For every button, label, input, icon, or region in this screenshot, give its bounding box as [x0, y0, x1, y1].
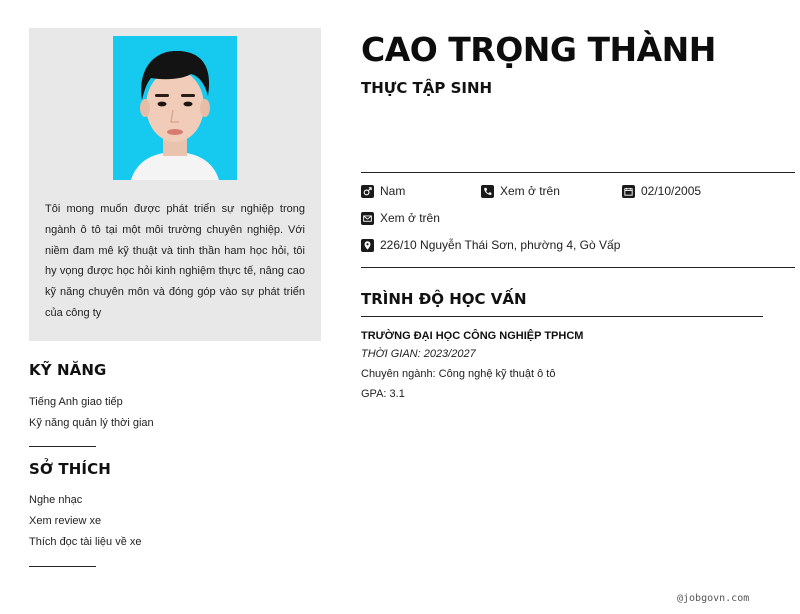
skills-divider — [29, 446, 96, 447]
email-value: Xem ở trên — [380, 211, 440, 225]
address-info — [361, 238, 620, 252]
watermark: @jobgovn.com — [677, 593, 750, 604]
career-objective: Tôi mong muốn được phát triển sự nghiệp trong ngành ô tô tại một môi trường chuyên nghiệp. Với niềm đam mê kỹ thuật và tinh thần ham học hỏi, tôi hy vọng được học hỏi kinh nghiệm thực tế, nâng cao kỹ năng chuyên môn và đóng góp vào sự phát triển của công ty — [45, 203, 305, 319]
phone-value: Xem ở trên — [500, 184, 560, 198]
education-time: THỜI GIAN: 2023/2027 — [361, 348, 476, 360]
education-title: TRÌNH ĐỘ HỌC VẤN — [361, 290, 527, 308]
skill-item: Kỹ năng quản lý thời gian — [29, 417, 154, 429]
skills-title: KỸ NĂNG — [29, 361, 107, 379]
hobby-item: Nghe nhạc — [29, 494, 83, 506]
profile-panel — [29, 28, 321, 341]
phone-icon — [481, 185, 494, 198]
education-major: Chuyên ngành: Công nghệ kỹ thuật ô tô — [361, 368, 556, 380]
avatar-illustration — [113, 36, 237, 180]
contact-top-divider — [361, 172, 795, 173]
hobbies-divider — [29, 566, 96, 567]
gender-info — [361, 184, 405, 198]
address-value: 226/10 Nguyễn Thái Sơn, phường 4, Gò Vấp — [380, 238, 621, 252]
calendar-icon — [622, 185, 635, 198]
birthday-info — [622, 184, 701, 198]
email-icon — [361, 212, 374, 225]
candidate-name: CAO TRỌNG THÀNH — [361, 30, 716, 69]
avatar — [113, 36, 237, 180]
birthday-value: 02/10/2005 — [641, 184, 702, 198]
hobbies-title: SỞ THÍCH — [29, 460, 111, 478]
email-info — [361, 211, 440, 225]
hobby-item: Xem review xe — [29, 515, 102, 527]
location-pin-icon — [361, 239, 374, 252]
phone-info — [481, 184, 560, 198]
school-name: TRƯỜNG ĐẠI HỌC CÔNG NGHIỆP TPHCM — [361, 330, 584, 342]
education-divider — [361, 316, 763, 317]
gender-value: Nam — [380, 184, 406, 198]
contact-bottom-divider — [361, 267, 795, 268]
skill-item: Tiếng Anh giao tiếp — [29, 396, 123, 408]
education-gpa: GPA: 3.1 — [361, 388, 405, 400]
gender-icon — [361, 185, 374, 198]
candidate-position: THỰC TẬP SINH — [361, 79, 493, 97]
hobby-item: Thích đọc tài liệu về xe — [29, 536, 142, 548]
